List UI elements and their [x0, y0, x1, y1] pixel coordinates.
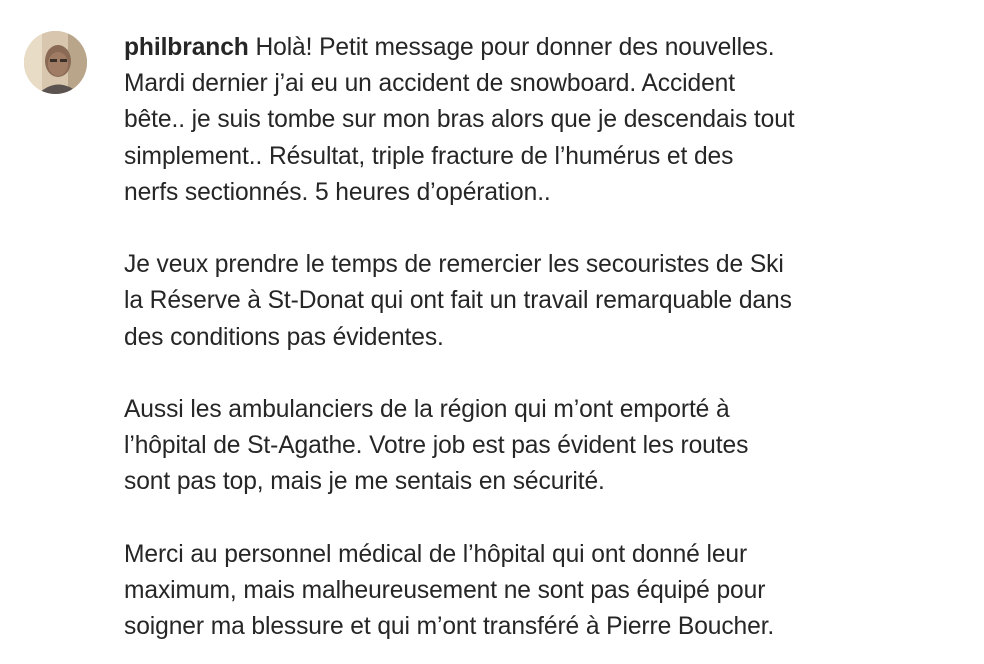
comment-line: Mardi dernier j’ai eu un accident de snowboard. Accident [124, 70, 735, 98]
comment-line: bête.. je suis tombe sur mon bras alors que je descendais tout [124, 106, 795, 134]
comment-line: sont pas top, mais je me sentais en sécurité. [124, 468, 605, 496]
comment-line: Aussi les ambulanciers de la région qui m’ont emporté à [124, 396, 730, 423]
comment-paragraph [124, 247, 954, 356]
comment-line [124, 30, 954, 66]
comment-text: Holà! Petit message pour donner des nouvelles. [248, 34, 775, 61]
comment-line: l’hôpital de St-Agathe. Votre job est pas évident les routes [124, 432, 749, 460]
comment-paragraph [124, 392, 954, 501]
avatar[interactable] [24, 31, 87, 94]
comment-line: maximum, mais malheureusement ne sont pas équipé pour [124, 577, 766, 604]
comment-line: simplement.. Résultat, triple fracture de l’humérus et des [124, 142, 734, 170]
comment-line: la Réserve à St-Donat qui ont fait un travail remarquable dans [124, 287, 792, 315]
username-link[interactable]: philbranch [124, 34, 249, 61]
comment-paragraph [124, 537, 954, 646]
comment-line: Merci au personnel médical de l’hôpital qui ont donné leur [124, 540, 748, 568]
comment-line: Je veux prendre le temps de remercier les secouristes de Ski [124, 251, 784, 279]
comment-line: nerfs sectionnés. 5 heures d’opération.. [124, 178, 551, 206]
comment-line: soigner ma blessure et qui m’ont transféré à Pierre Boucher. [124, 613, 775, 641]
comment-paragraph [124, 30, 954, 211]
comment-body [124, 30, 954, 645]
avatar-photo [24, 31, 87, 94]
comment-line: des conditions pas évidentes. [124, 323, 444, 351]
